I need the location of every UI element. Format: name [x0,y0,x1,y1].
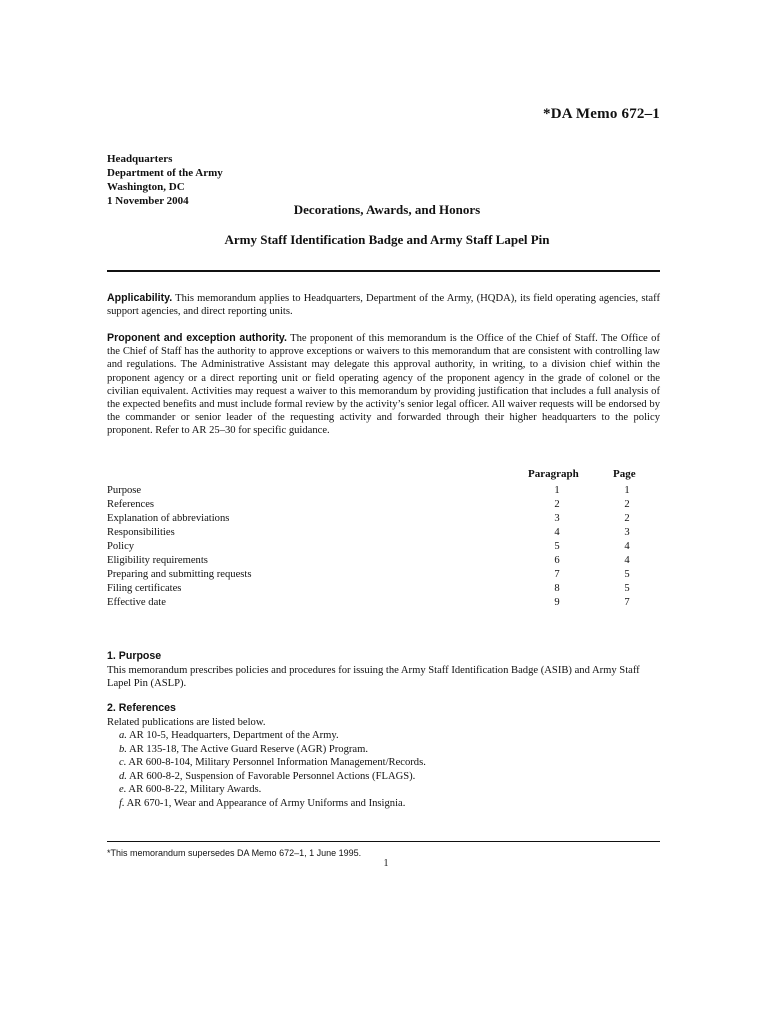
toc-entry-page: 2 [624,513,630,524]
toc-row [107,540,660,554]
toc-entry-title [107,526,522,540]
section-heading: 2. References [107,702,176,714]
reference-letter: e. [119,784,127,795]
toc-entry-page: 3 [624,527,630,538]
reference-letter: b. [119,743,127,755]
document-subtitle: Army Staff Identification Badge and Army Staff Lapel Pin [224,232,550,247]
footnote: *This memorandum supersedes DA Memo 672–1, 1 June 1995. [107,848,362,858]
proponent-text: The proponent of this memorandum is the Office of the Chief of Staff. The Office of the Chief of Staff has the authority to approve exceptions or waivers to this memorandum that are consistent with controlling law and regulations. The Administrative Assistant may delegate this approval authority, in writing, to a division chief within the proponent agency or a direct reporting unit or field operating agency of the proponent agency in the grade of colonel or the civilian equivalent. Activities may request a waiver to this memorandum by providing justification that includes a full analysis of the expected benefits and must include formal review by the activity’s senior legal officer. All waiver requests will be endorsed by the commander or senior leader of the requesting activity and forwarded through their higher headquarters to the policy proponent. Refer to AR 25–30 for specific guidance. [107,333,660,437]
footnote-divider [107,841,660,842]
issuing-office-line: Headquarters [107,153,173,165]
toc-entry-label: Filing certificates [107,583,185,594]
applicability-text: This memorandum applies to Headquarters, Department of the Army, (HQDA), its field operating agencies, staff support agencies, and direct reporting units. [107,293,660,318]
header-divider [107,270,660,272]
reference-text: AR 10-5, Headquarters, Department of the Army. [126,730,339,741]
toc-row [107,512,660,526]
toc-entry-paragraph: 3 [554,513,560,524]
toc-entry-page: 2 [624,499,630,510]
reference-letter: a. [119,730,127,741]
section-text: This memorandum prescribes policies and procedures for issuing the Army Staff Identification Badge (ASIB) and Army Staff Lapel Pin (ASLP). [107,664,640,689]
toc-entry-title [107,568,522,582]
toc-entry-paragraph: 6 [554,555,560,566]
toc-entry-page: 1 [624,485,630,496]
page-number: 1 [383,858,389,869]
toc-row [107,596,660,610]
toc-row [107,498,660,512]
toc-entry-title [107,540,522,554]
proponent-label: Proponent and exception authority. [107,332,287,344]
references-list [107,729,660,810]
reference-item [119,729,660,743]
section-purpose [107,650,660,691]
reference-text: AR 600-8-2, Suspension of Favorable Personnel Actions (FLAGS). [126,770,416,782]
applicability-paragraph [107,292,660,318]
reference-item [119,797,660,811]
toc-entry-paragraph: 1 [554,485,560,496]
toc-entry-label: Responsibilities [107,527,179,538]
table-of-contents [107,484,660,610]
toc-entry-paragraph: 8 [554,583,560,594]
toc-entry-page: 5 [624,569,630,580]
toc-entry-page: 4 [624,555,630,566]
section-references [107,702,660,810]
reference-item [119,783,660,797]
toc-entry-title [107,596,522,610]
toc-entry-page: 4 [624,541,630,552]
reference-text: AR 600-8-22, Military Awards. [126,784,262,795]
toc-entry-title [107,512,522,526]
toc-entry-page: 7 [624,597,630,608]
toc-entry-paragraph: 7 [554,569,560,580]
reference-letter: f. [119,797,125,809]
toc-entry-paragraph: 5 [554,541,560,552]
toc-entry-label: Policy [107,541,138,552]
reference-letter: d. [119,770,127,782]
toc-entry-label: Explanation of abbreviations [107,513,233,524]
toc-entry-title [107,582,522,596]
toc-row [107,484,660,498]
toc-entry-title [107,484,522,498]
toc-row [107,582,660,596]
toc-row [107,568,660,582]
toc-entry-label: Preparing and submitting requests [107,569,255,580]
toc-entry-label: Purpose [107,485,145,496]
document-title: Decorations, Awards, and Honors [293,202,481,217]
section-intro: Related publications are listed below. [107,716,266,728]
reference-item [119,756,660,770]
toc-entry-title [107,498,522,512]
toc-entry-paragraph: 4 [554,527,560,538]
toc-entry-label: References [107,499,158,510]
toc-entry-paragraph: 2 [554,499,560,510]
toc-row [107,526,660,540]
toc-entry-page: 5 [624,583,630,594]
reference-text: AR 670-1, Wear and Appearance of Army Uniforms and Insignia. [124,797,406,809]
applicability-label: Applicability. [107,292,173,304]
toc-paragraph-header: Paragraph [528,468,579,480]
toc-entry-label: Effective date [107,597,170,608]
toc-entry-title [107,554,522,568]
reference-item [119,770,660,784]
reference-letter: c. [119,757,127,768]
issuing-office-line: Department of the Army [107,167,223,179]
toc-row [107,554,660,568]
reference-text: AR 135-18, The Active Guard Reserve (AGR) Program. [126,743,369,755]
toc-entry-paragraph: 9 [554,597,560,608]
issuing-office-block [107,152,223,208]
section-heading: 1. Purpose [107,650,162,662]
toc-page-header: Page [613,468,636,480]
issuing-office-line: Washington, DC [107,181,185,193]
issue-date: 1 November 2004 [107,195,189,207]
memo-number: *DA Memo 672–1 [543,106,660,122]
toc-entry-label: Eligibility requirements [107,555,212,566]
proponent-paragraph [107,332,660,438]
reference-text: AR 600-8-104, Military Personnel Information Management/Records. [126,757,426,768]
reference-item [119,743,660,757]
